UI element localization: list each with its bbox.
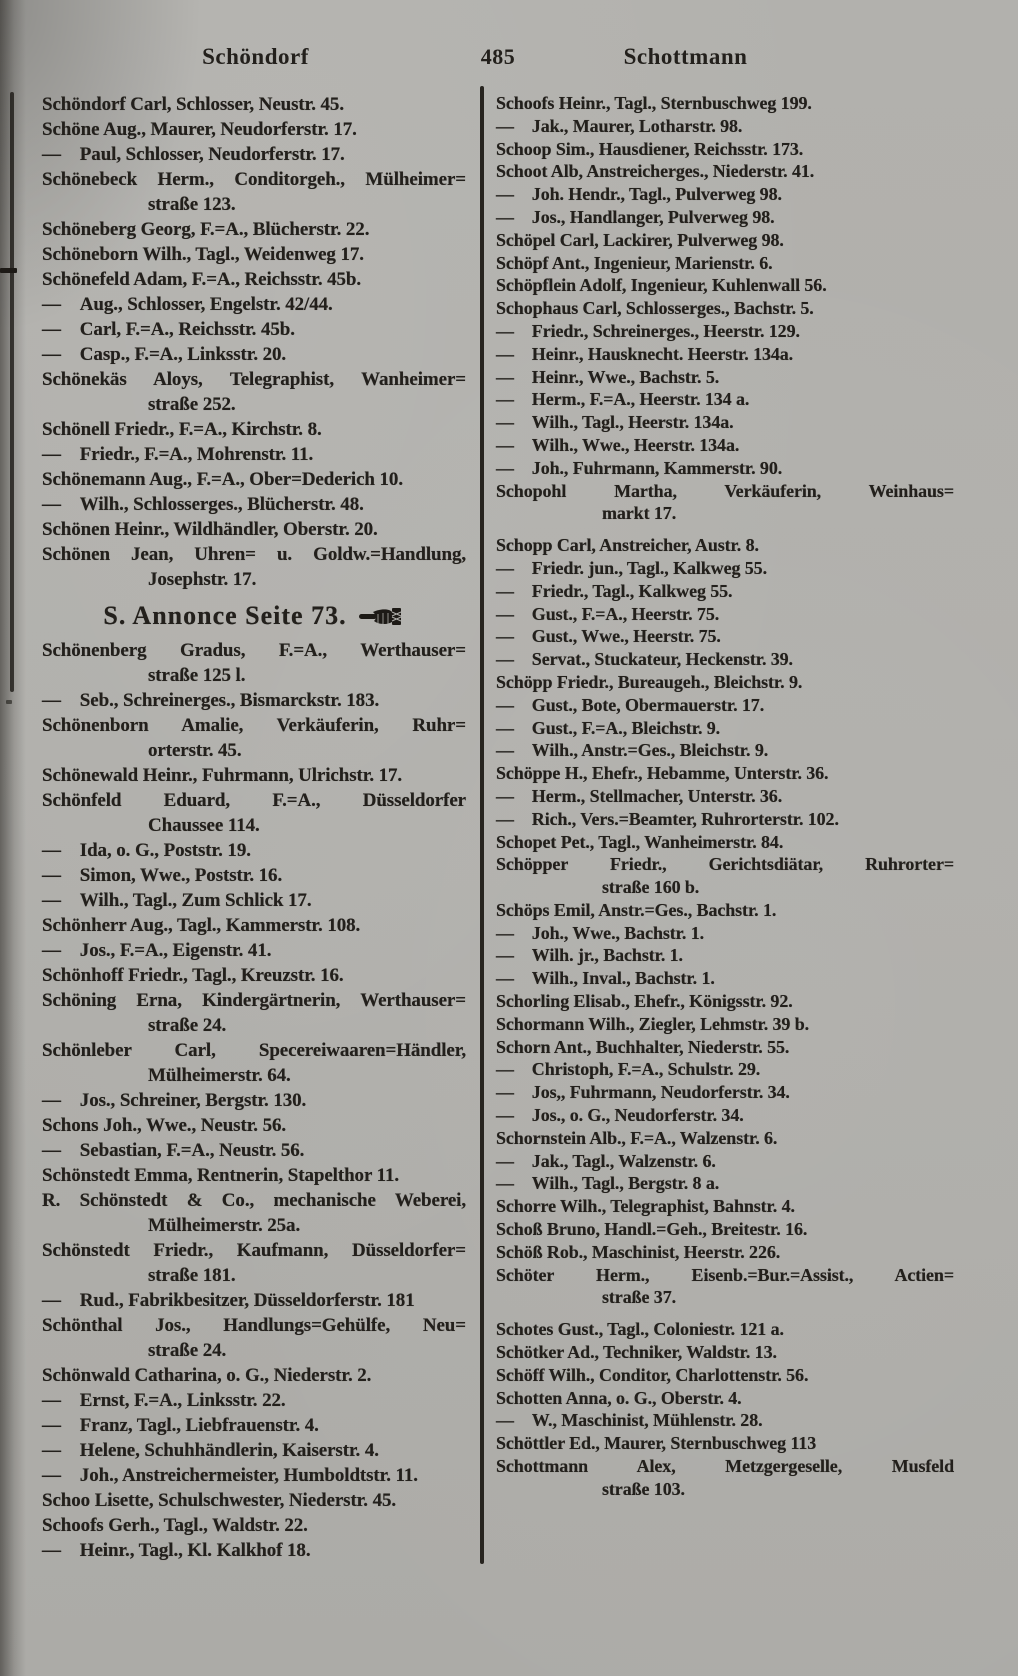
directory-entry-line: Schotes Gust., Tagl., Coloniestr. 121 a. (496, 1319, 784, 1340)
directory-entry (496, 1172, 954, 1195)
directory-entry-line: Josephstr. 17. (148, 569, 257, 590)
directory-entry-line: Schöning Erna, Kindergärtnerin, Werthauser= (42, 990, 466, 1011)
directory-entry (42, 517, 466, 542)
directory-entry-line: Schöttler Ed., Maurer, Sternbuschweg 113 (496, 1433, 817, 1454)
directory-entry-line: Schöff Wilh., Conditor, Charlottenstr. 56. (496, 1364, 809, 1385)
directory-entry-line: Schorre Wilh., Telegraphist, Bahnstr. 4. (496, 1196, 795, 1217)
directory-entry-line: — Casp., F.=A., Linksstr. 20. (42, 344, 287, 365)
directory-entry-line: — Wilh., Tagl., Bergstr. 8 a. (496, 1173, 720, 1194)
directory-entry (496, 990, 954, 1013)
directory-entry-line: Schormann Wilh., Ziegler, Lehmstr. 39 b. (496, 1013, 810, 1034)
directory-entry-line: Schorn Ant., Buchhalter, Niederstr. 55. (496, 1036, 790, 1057)
directory-entry-line: Schönen Heinr., Wildhändler, Oberstr. 20. (42, 519, 378, 540)
directory-entry (496, 206, 954, 229)
directory-entry (496, 1013, 954, 1036)
directory-entry-line: — Gust., F.=A., Bleichstr. 9. (496, 717, 721, 738)
directory-entry-line: markt 17. (602, 503, 677, 524)
directory-entry (496, 320, 954, 343)
directory-entry-line: — Ernst, F.=A., Linksstr. 22. (42, 1390, 286, 1411)
directory-entry-line: Mülheimerstr. 64. (148, 1065, 291, 1086)
directory-entry (496, 160, 954, 183)
directory-entry (496, 92, 954, 115)
directory-entry-line: Schopohl Martha, Verkäuferin, Weinhaus= (496, 480, 954, 501)
directory-entry-line: Schoofs Gerh., Tagl., Waldstr. 22. (42, 1515, 308, 1536)
directory-entry (42, 167, 466, 217)
directory-entry-line: Schopet Pet., Tagl., Wanheimerstr. 84. (496, 831, 784, 852)
directory-entry-line: — Herm., F.=A., Heerstr. 134 a. (496, 389, 750, 410)
directory-entry (496, 580, 954, 603)
directory-entry-line: Schönenberg Gradus, F.=A., Werthauser= (42, 640, 466, 661)
directory-entry (42, 292, 466, 317)
directory-entry (42, 913, 466, 938)
directory-entry-line: Schönleber Carl, Specereiwaaren=Händler, (42, 1040, 466, 1061)
directory-entry-line: Schornstein Alb., F.=A., Walzenstr. 6. (496, 1127, 778, 1148)
directory-entry-line: — Wilh., Anstr.=Ges., Bleichstr. 9. (496, 740, 769, 761)
directory-entry (42, 1288, 466, 1313)
directory-entry-line: Schorling Elisab., Ehefr., Königsstr. 92. (496, 991, 793, 1012)
directory-entry (496, 899, 954, 922)
directory-entry (496, 1104, 954, 1127)
directory-entry (42, 442, 466, 467)
directory-entry (42, 788, 466, 838)
directory-entry-line: Schönebeck Herm., Conditorgeh., Mülheimer= (42, 169, 466, 190)
directory-column-left (42, 92, 466, 1563)
directory-entry (496, 115, 954, 138)
directory-entry-line: — Seb., Schreinerges., Bismarckstr. 183. (42, 690, 380, 711)
directory-entry-line: — Aug., Schlosser, Engelstr. 42/44. (42, 294, 333, 315)
directory-entry-line: — Paul, Schlosser, Neudorferstr. 17. (42, 144, 345, 165)
directory-entry (496, 967, 954, 990)
header-right-keyword: Schottmann (623, 44, 748, 69)
directory-entry (496, 1058, 954, 1081)
directory-entry-line: — Gust., Bote, Obermauerstr. 17. (496, 694, 765, 715)
directory-entry-line: straße 160 b. (602, 877, 700, 898)
directory-entry-line: Schönekäs Aloys, Telegraphist, Wanheimer= (42, 369, 466, 390)
directory-entry (496, 1264, 954, 1310)
directory-entry-line: straße 123. (148, 194, 236, 215)
directory-entry-line: — Sebastian, F.=A., Neustr. 56. (42, 1140, 305, 1161)
directory-entry (42, 963, 466, 988)
directory-entry (496, 831, 954, 854)
directory-entry-line: — Joh., Fuhrmann, Kammerstr. 90. (496, 457, 783, 478)
column-divider (480, 86, 484, 1564)
directory-entry (42, 1463, 466, 1488)
directory-entry (496, 1036, 954, 1059)
directory-entry (42, 1488, 466, 1513)
directory-entry (496, 457, 954, 480)
directory-entry (42, 1538, 466, 1563)
directory-entry (42, 1088, 466, 1113)
directory-entry (496, 671, 954, 694)
directory-entry (496, 534, 954, 557)
directory-column-right (496, 92, 954, 1501)
directory-entry (496, 138, 954, 161)
page-gutter-line (10, 92, 14, 692)
directory-entry (42, 342, 466, 367)
directory-entry (496, 1455, 954, 1501)
directory-entry (42, 1313, 466, 1363)
directory-entry-line: Schöppe H., Ehefr., Hebamme, Unterstr. 36. (496, 763, 829, 784)
directory-entry-line: — Rud., Fabrikbesitzer, Düsseldorferstr. 181 (42, 1290, 415, 1311)
directory-entry-line: — Gust., Wwe., Heerstr. 75. (496, 626, 721, 647)
page-number: 485 (480, 44, 516, 69)
directory-entry-line: Schötker Ad., Techniker, Waldstr. 13. (496, 1342, 777, 1363)
directory-entry (496, 274, 954, 297)
directory-entry (496, 922, 954, 945)
directory-entry-line: — Rich., Vers.=Beamter, Ruhrorterstr. 102. (496, 808, 839, 829)
directory-entry-line: — Jos,, Fuhrmann, Neudorferstr. 34. (496, 1082, 790, 1103)
header-left-keyword: Schöndorf (202, 44, 309, 69)
directory-entry-line: — Servat., Stuckateur, Heckenstr. 39. (496, 649, 793, 670)
directory-entry-line: Schöne Aug., Maurer, Neudorferstr. 17. (42, 119, 357, 140)
directory-entry-line: Schotten Anna, o. G., Oberstr. 4. (496, 1387, 742, 1408)
directory-entry-line: — Friedr. jun., Tagl., Kalkweg 55. (496, 557, 767, 578)
directory-entry-line: Schönemann Aug., F.=A., Ober=Dederich 10. (42, 469, 403, 490)
directory-entry (496, 717, 954, 740)
directory-entry (496, 1341, 954, 1364)
directory-entry-line: — Heinr., Wwe., Bachstr. 5. (496, 366, 720, 387)
directory-entry-line: — Jos., Handlanger, Pulverweg 98. (496, 206, 775, 227)
directory-entry (496, 229, 954, 252)
directory-entry (42, 467, 466, 492)
directory-entry (496, 625, 954, 648)
directory-entry (496, 252, 954, 275)
directory-entry-line: straße 252. (148, 394, 236, 415)
directory-entry (496, 388, 954, 411)
directory-entry-line: — Friedr., F.=A., Mohrenstr. 11. (42, 444, 314, 465)
directory-entry (496, 366, 954, 389)
directory-entry (496, 694, 954, 717)
directory-entry (42, 1038, 466, 1088)
directory-entry-line: Schopp Carl, Anstreicher, Austr. 8. (496, 535, 759, 556)
directory-entry (42, 367, 466, 417)
directory-entry-line: — Jak., Tagl., Walzenstr. 6. (496, 1150, 716, 1171)
directory-entry (496, 1218, 954, 1241)
directory-entry (42, 638, 466, 688)
directory-entry-line: — Simon, Wwe., Poststr. 16. (42, 865, 283, 886)
directory-entry-line: — Wilh., Wwe., Heerstr. 134a. (496, 434, 740, 455)
directory-entry (42, 1388, 466, 1413)
directory-entry-line: Schöneborn Wilh., Tagl., Weidenweg 17. (42, 244, 364, 265)
directory-entry-line: — Herm., Stellmacher, Unterstr. 36. (496, 785, 783, 806)
directory-entry-line: straße 24. (148, 1340, 227, 1361)
directory-entry-line: — Wilh., Schlosserges., Blücherstr. 48. (42, 494, 364, 515)
directory-entry (496, 1127, 954, 1150)
directory-entry-line: Schönwald Catharina, o. G., Niederstr. 2. (42, 1365, 372, 1386)
directory-entry (42, 1113, 466, 1138)
directory-entry (42, 142, 466, 167)
directory-entry (42, 317, 466, 342)
directory-entry (496, 785, 954, 808)
directory-entry-line: Schönewald Heinr., Fuhrmann, Ulrichstr. 17. (42, 765, 403, 786)
directory-entry-line: Schöpf Ant., Ingenieur, Marienstr. 6. (496, 252, 773, 273)
directory-entry (496, 1195, 954, 1218)
directory-entry-line: — Gust., F.=A., Heerstr. 75. (496, 603, 720, 624)
annonce-notice-text: S. Annonce Seite 73. (103, 601, 347, 630)
directory-entry (496, 1432, 954, 1455)
directory-entry-line: — Friedr., Tagl., Kalkweg 55. (496, 580, 733, 601)
directory-entry (42, 688, 466, 713)
directory-entry-line: straße 103. (602, 1478, 685, 1499)
directory-entry (496, 762, 954, 785)
directory-entry-line: Schoofs Heinr., Tagl., Sternbuschweg 199. (496, 93, 812, 113)
directory-entry (496, 808, 954, 831)
directory-entry (42, 242, 466, 267)
directory-entry-line: R. Schönstedt & Co., mechanische Weberei, (42, 1190, 466, 1211)
directory-entry (42, 1413, 466, 1438)
directory-entry (42, 1438, 466, 1463)
directory-entry-line: — Jos., o. G., Neudorferstr. 34. (496, 1105, 744, 1126)
directory-entry-line: — W., Maschinist, Mühlenstr. 28. (496, 1410, 763, 1431)
directory-entry (42, 1513, 466, 1538)
directory-entry (42, 417, 466, 442)
directory-entry (496, 739, 954, 762)
directory-entry (42, 838, 466, 863)
directory-entry-line: — Heinr., Hausknecht. Heerstr. 134a. (496, 343, 794, 364)
directory-entry (42, 217, 466, 242)
directory-entry (496, 944, 954, 967)
directory-entry (496, 603, 954, 626)
directory-entry (42, 92, 466, 117)
directory-entry-line: Schöndorf Carl, Schlosser, Neustr. 45. (42, 94, 344, 115)
directory-entry (496, 1409, 954, 1432)
directory-entry-line: Schöpflein Adolf, Ingenieur, Kuhlenwall 56. (496, 275, 827, 296)
directory-entry (42, 492, 466, 517)
directory-entry-line: Schöpp Friedr., Bureaugeh., Bleichstr. 9. (496, 671, 803, 692)
directory-entry (42, 713, 466, 763)
directory-entry-line: — Wilh., Tagl., Heerstr. 134a. (496, 412, 734, 433)
directory-entry (496, 1081, 954, 1104)
directory-entry-line: Schöps Emil, Anstr.=Ges., Bachstr. 1. (496, 899, 777, 920)
directory-entry-line: Schöneberg Georg, F.=A., Blücherstr. 22. (42, 219, 370, 240)
directory-entry (496, 183, 954, 206)
directory-entry (42, 1188, 466, 1238)
directory-entry (42, 888, 466, 913)
directory-entry-line: Schoot Alb, Anstreicherges., Niederstr. 41. (496, 161, 815, 182)
directory-entry (496, 1241, 954, 1264)
directory-entry-line: Schönstedt Friedr., Kaufmann, Düsseldorfer= (42, 1240, 466, 1261)
directory-entry-line: — Jak., Maurer, Lotharstr. 98. (496, 115, 743, 136)
directory-entry-line: Schophaus Carl, Schlosserges., Bachstr. 5. (496, 298, 814, 319)
directory-entry (496, 557, 954, 580)
directory-entry (42, 863, 466, 888)
directory-entry-line: — Heinr., Tagl., Kl. Kalkhof 18. (42, 1540, 311, 1561)
page-header (0, 44, 1018, 76)
directory-entry (42, 267, 466, 292)
directory-entry (42, 542, 466, 592)
directory-entry-line: Schöpel Carl, Lackirer, Pulverweg 98. (496, 229, 784, 250)
directory-entry-line: Schönenborn Amalie, Verkäuferin, Ruhr= (42, 715, 466, 736)
directory-entry-line: Schönefeld Adam, F.=A., Reichsstr. 45b. (42, 269, 362, 290)
directory-entry (42, 1363, 466, 1388)
directory-entry (42, 938, 466, 963)
directory-entry-line: Schönen Jean, Uhren= u. Goldw.=Handlung, (42, 544, 466, 565)
directory-entry-line: Schottmann Alex, Metzgergeselle, Musfeld (496, 1456, 954, 1477)
directory-entry-line: straße 24. (148, 1015, 227, 1036)
directory-entry-line: — Wilh. jr., Bachstr. 1. (496, 945, 683, 966)
directory-entry-line: — Wilh., Inval., Bachstr. 1. (496, 968, 715, 989)
directory-entry-line: Schoop Sim., Hausdiener, Reichsstr. 173. (496, 138, 804, 159)
directory-entry-line: Schoß Bruno, Handl.=Geh., Breitestr. 16. (496, 1219, 808, 1240)
directory-entry (42, 1238, 466, 1288)
directory-entry (496, 1150, 954, 1173)
directory-entry-line: — Franz, Tagl., Liebfrauenstr. 4. (42, 1415, 319, 1436)
directory-entry-line: Schons Joh., Wwe., Neustr. 56. (42, 1115, 287, 1136)
ink-speck (0, 268, 17, 273)
directory-entry (42, 988, 466, 1038)
directory-entry-line: — Jos., Schreiner, Bergstr. 130. (42, 1090, 307, 1111)
directory-entry-line: — Joh., Wwe., Bachstr. 1. (496, 922, 705, 943)
manicule-left-icon (359, 605, 405, 627)
directory-entry (496, 853, 954, 899)
directory-entry-line: Schönhoff Friedr., Tagl., Kreuzstr. 16. (42, 965, 344, 986)
directory-entry (496, 411, 954, 434)
directory-entry-line: Schönstedt Emma, Rentnerin, Stapelthor 11. (42, 1165, 399, 1186)
directory-entry-line: — Helene, Schuhhändlerin, Kaiserstr. 4. (42, 1440, 379, 1461)
directory-entry-line: straße 125 l. (148, 665, 246, 686)
directory-entry-line: straße 37. (602, 1287, 676, 1308)
directory-entry-line: — Ida, o. G., Poststr. 19. (42, 840, 251, 861)
directory-entry (42, 1138, 466, 1163)
directory-entry-line: Schöpper Friedr., Gerichtsdiätar, Ruhrorter= (496, 854, 954, 875)
directory-entry-line: Schönherr Aug., Tagl., Kammerstr. 108. (42, 915, 361, 936)
directory-entry (42, 1163, 466, 1188)
directory-entry-line: Chaussee 114. (148, 815, 260, 836)
directory-entry-line: — Joh. Hendr., Tagl., Pulverweg 98. (496, 184, 782, 205)
directory-entry (496, 343, 954, 366)
directory-entry (496, 1318, 954, 1341)
directory-entry-line: Schoo Lisette, Schulschwester, Niederstr. 45. (42, 1490, 397, 1511)
annonce-notice (42, 601, 466, 631)
directory-entry-line: Schönthal Jos., Handlungs=Gehülfe, Neu= (42, 1315, 466, 1336)
directory-entry (496, 480, 954, 526)
directory-entry-line: Schöter Herm., Eisenb.=Bur.=Assist., Actien= (496, 1264, 954, 1285)
directory-entry-line: — Christoph, F.=A., Schulstr. 29. (496, 1059, 761, 1080)
directory-entry (496, 648, 954, 671)
directory-entry (42, 763, 466, 788)
ink-speck (6, 700, 12, 704)
directory-entry-line: — Wilh., Tagl., Zum Schlick 17. (42, 890, 312, 911)
directory-entry (42, 117, 466, 142)
directory-entry-line: orterstr. 45. (148, 740, 242, 761)
directory-entry-line: straße 181. (148, 1265, 236, 1286)
directory-entry-line: Schönfeld Eduard, F.=A., Düsseldorfer (42, 790, 466, 811)
directory-entry-line: Schöß Rob., Maschinist, Heerstr. 226. (496, 1241, 781, 1262)
directory-entry (496, 1364, 954, 1387)
directory-entry-line: — Jos., F.=A., Eigenstr. 41. (42, 940, 272, 961)
directory-entry-line: — Joh., Anstreichermeister, Humboldtstr. 11. (42, 1465, 418, 1486)
directory-entry (496, 1387, 954, 1410)
directory-entry (496, 434, 954, 457)
directory-entry-line: — Carl, F.=A., Reichsstr. 45b. (42, 319, 295, 340)
directory-entry-line: Schönell Friedr., F.=A., Kirchstr. 8. (42, 419, 322, 440)
directory-entry-line: Mülheimerstr. 25a. (148, 1215, 301, 1236)
directory-entry (496, 297, 954, 320)
directory-entry-line: — Friedr., Schreinerges., Heerstr. 129. (496, 320, 800, 341)
